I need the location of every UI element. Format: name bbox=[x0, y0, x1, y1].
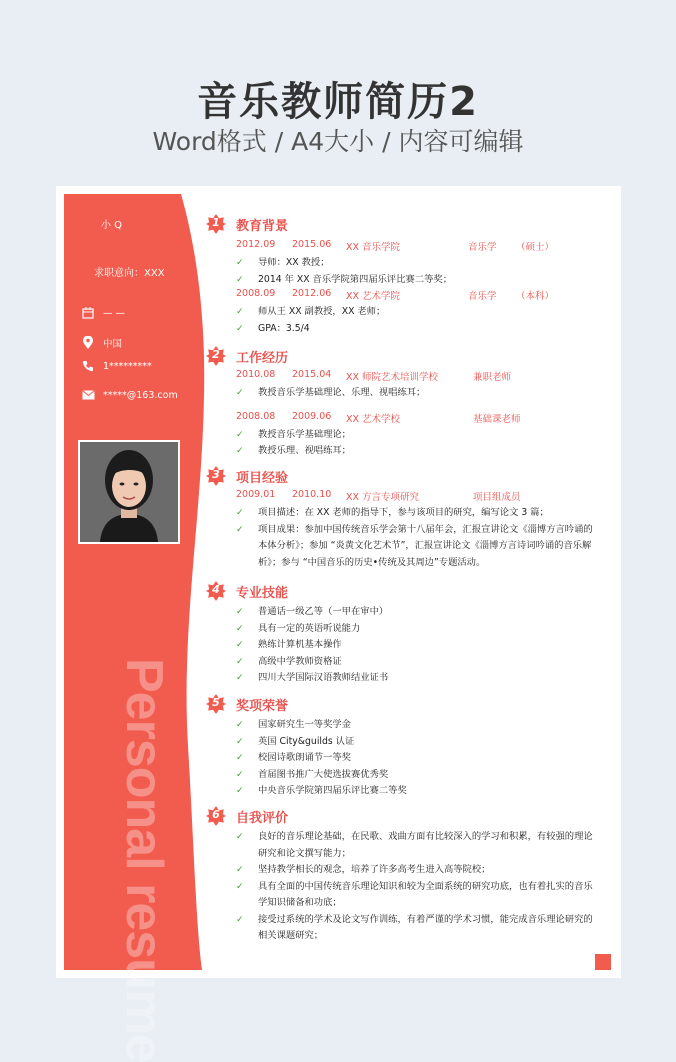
list-item: ✓ 熟练计算机基本操作 bbox=[236, 639, 342, 650]
list-item: ✓ 高级中学教师资格证 bbox=[236, 655, 342, 667]
corner-decoration bbox=[595, 954, 611, 970]
work-entry-header: 2010.08 2015.04 XX 师院艺术培训学校 兼职老师 bbox=[236, 369, 512, 383]
list-item: ✓ 国家研究生一等奖学金 bbox=[236, 719, 351, 730]
education-entry-header: 2008.09 2012.06 XX 艺术学院 音乐学 （本科） bbox=[236, 288, 555, 302]
list-item: ✓ 教授音乐学基础理论； bbox=[236, 428, 351, 440]
list-item: ✓ 中央音乐学院第四届乐评比赛二等奖 bbox=[236, 785, 407, 796]
location-value: 中国 bbox=[103, 339, 123, 350]
candidate-name: 小 Q bbox=[101, 220, 123, 231]
list-item: ✓ GPA：3.5/4 bbox=[236, 322, 310, 334]
section-number-badge: 2 bbox=[206, 346, 226, 366]
phone-value: 1********* bbox=[103, 360, 152, 372]
birth-row bbox=[81, 306, 125, 320]
section-number-badge: 5 bbox=[206, 694, 226, 714]
list-item: ✓ 四川大学国际汉语教师结业证书 bbox=[236, 672, 389, 683]
section-title: 教育背景 bbox=[236, 218, 289, 234]
section-number-badge: 6 bbox=[206, 806, 226, 826]
work-entry-header: 2008.08 2009.06 XX 艺术学校 基础课老师 bbox=[236, 410, 521, 425]
section-work bbox=[206, 346, 521, 460]
section-title: 奖项荣誉 bbox=[236, 698, 289, 714]
section-title: 工作经历 bbox=[236, 350, 289, 366]
birth-value: — — bbox=[103, 307, 126, 319]
page-title: 音乐教师简历2 bbox=[197, 79, 479, 125]
list-item: ✓ 项目成果：参加中国传统音乐学会第十八届年会，汇报宣讲论文《淄博方言吟诵的本体分析》；参加 “炎黄文化艺术节”，汇报宣讲论文《淄博方言诗词吟诵的音乐解析》；参与 “中国音乐的历史•传统及其周边”专题活动。 bbox=[236, 523, 593, 568]
list-item: ✓ 具有一定的英语听说能力 bbox=[236, 622, 361, 634]
list-item: ✓ 坚持教学相长的观念，培养了许多高考生进入高等院校； bbox=[236, 864, 491, 875]
section-title: 项目经验 bbox=[236, 470, 289, 486]
list-item: ✓ 校园诗歌朗诵节一等奖 bbox=[236, 752, 351, 763]
profile-photo bbox=[78, 440, 180, 544]
section-awards bbox=[206, 694, 407, 800]
section-self-evaluation bbox=[206, 806, 596, 945]
location-pin-icon bbox=[81, 336, 95, 350]
list-item: ✓ 接受过系统的学术及论文写作训练，有着严谨的学术习惯，能完成音乐理论研究的相关课题研究； bbox=[236, 913, 593, 941]
section-skills bbox=[206, 581, 388, 687]
list-item: ✓ 具有全面的中国传统音乐理论知识和较为全面系统的研究功底，也有着扎实的音乐学知识储备和功底； bbox=[236, 880, 593, 908]
list-item: ✓ 英国 City&guilds 认证 bbox=[236, 735, 355, 747]
list-item: ✓ 普通话一级乙等（一甲在审中） bbox=[236, 606, 389, 617]
list-item: ✓ 良好的音乐理论基础，在民歌、戏曲方面有比较深入的学习和积累，有较强的理论研究和论文撰写能力； bbox=[236, 831, 593, 859]
section-number-badge: 1 bbox=[206, 214, 226, 234]
list-item: ✓ 2014 年 XX 音乐学院第四届乐评比赛二等奖； bbox=[236, 273, 453, 285]
section-title: 专业技能 bbox=[236, 585, 289, 601]
project-entry-header: 2009.01 2010.10 XX 方言专项研究 项目组成员 bbox=[236, 489, 521, 503]
email-value: *****@163.com bbox=[103, 389, 178, 401]
mail-icon bbox=[81, 388, 95, 402]
resume-page bbox=[56, 186, 621, 1062]
phone-row bbox=[81, 359, 152, 373]
list-item: ✓ 导师：XX 教授； bbox=[236, 257, 330, 268]
email-row bbox=[81, 388, 178, 402]
section-title: 自我评价 bbox=[236, 810, 289, 826]
section-project bbox=[206, 466, 596, 571]
section-number-badge: 3 bbox=[206, 466, 226, 486]
section-education bbox=[206, 214, 555, 337]
list-item: ✓ 项目描述：在 XX 老师的指导下，参与该项目的研究，编写论文 3 篇； bbox=[236, 507, 549, 518]
job-intent: 求职意向：XXX bbox=[94, 268, 165, 279]
list-item: ✓ 首届图书推广大使选拔赛优秀奖 bbox=[236, 768, 389, 780]
list-item: ✓ 教授音乐学基础理论、乐理、视唱练耳； bbox=[236, 387, 426, 398]
list-item: ✓ 教授乐理、视唱练耳； bbox=[236, 445, 351, 456]
location-row bbox=[81, 336, 122, 350]
page-subtitle: Word格式 / A4大小 / 内容可编辑 bbox=[152, 127, 524, 156]
education-entry-header: 2012.09 2015.06 XX 音乐学院 音乐学 （硕士） bbox=[236, 239, 555, 253]
calendar-icon bbox=[81, 306, 95, 320]
list-item: ✓ 师从王 XX 副教授，XX 老师； bbox=[236, 306, 386, 317]
personal-resume-watermark: Personal resume bbox=[115, 658, 173, 1062]
phone-icon bbox=[81, 359, 95, 373]
section-number-badge: 4 bbox=[206, 581, 226, 601]
